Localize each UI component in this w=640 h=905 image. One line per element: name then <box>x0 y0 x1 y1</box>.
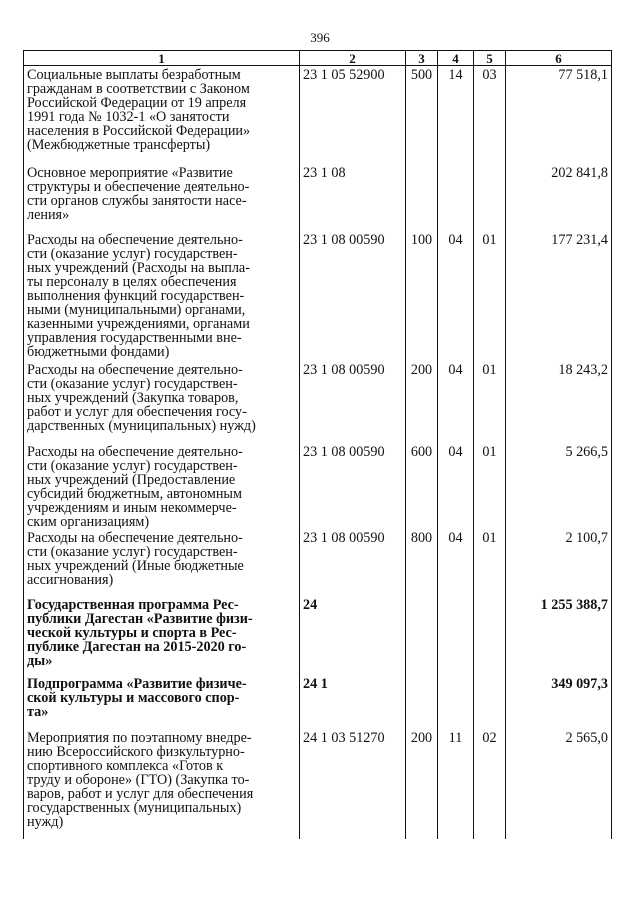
row-name-line: Государственная программа Рес- <box>27 596 239 613</box>
table-row <box>24 164 612 231</box>
row-section: 11 <box>438 729 474 839</box>
row-name <box>24 361 300 443</box>
row-name-line: сти (оказание услуг) государствен- <box>27 543 238 560</box>
row-name-line: бюджетными фондами) <box>27 343 170 360</box>
row-expense-type <box>406 164 438 231</box>
row-name-line: ты персоналу в целях обеспечения <box>27 273 237 290</box>
row-name-line: гражданам в соответствии с Законом <box>27 81 250 97</box>
row-code: 23 1 08 <box>300 164 406 231</box>
row-name-line: публике Дагестан на 2015-2020 го- <box>27 638 247 655</box>
row-expense-type <box>406 596 438 675</box>
row-name-line: сти (оказание услуг) государствен- <box>27 457 238 474</box>
row-name-line: Российской Федерации от 19 апреля <box>27 95 247 111</box>
row-amount: 77 518,1 <box>506 66 612 164</box>
row-section: 14 <box>438 66 474 164</box>
row-name <box>24 529 300 596</box>
row-name-line: ды» <box>27 652 53 669</box>
row-name-line: ской культуры и массового спор- <box>27 689 240 706</box>
row-expense-type: 200 <box>406 361 438 443</box>
table-row <box>24 675 612 729</box>
row-code: 23 1 08 00590 <box>300 443 406 529</box>
row-subsection <box>474 596 506 675</box>
row-code: 23 1 08 00590 <box>300 529 406 596</box>
budget-table <box>23 50 612 839</box>
row-name-line: Подпрограмма «Развитие физиче- <box>27 675 247 692</box>
row-subsection: 01 <box>474 231 506 361</box>
row-name-line: Мероприятия по поэтапному внедре- <box>27 729 252 746</box>
row-amount: 1 255 388,7 <box>506 596 612 675</box>
row-amount: 2 100,7 <box>506 529 612 596</box>
row-name-line: труду и обороне» (ГТО) (Закупка то- <box>27 771 250 788</box>
row-name-line: нию Всероссийского физкультурно- <box>27 743 245 760</box>
row-name-line: работ и услуг для обеспечения госу- <box>27 403 247 420</box>
row-subsection: 01 <box>474 443 506 529</box>
row-name-line: спортивного комплекса «Готов к <box>27 757 224 774</box>
row-name-line: Расходы на обеспечение деятельно- <box>27 529 243 546</box>
table-header-row <box>24 51 612 66</box>
row-code: 23 1 08 00590 <box>300 361 406 443</box>
row-expense-type <box>406 675 438 729</box>
row-code: 24 1 <box>300 675 406 729</box>
row-name-line: населения в Российской Федерации» <box>27 123 251 139</box>
row-name-line: Расходы на обеспечение деятельно- <box>27 443 243 460</box>
row-name-line: государственных (муниципальных) <box>27 799 242 816</box>
row-name-line: управления государственными вне- <box>27 329 242 346</box>
row-name-line: сти (оказание услуг) государствен- <box>27 245 238 262</box>
row-code: 24 1 03 51270 <box>300 729 406 839</box>
row-expense-type: 500 <box>406 66 438 164</box>
page-number: 396 <box>310 30 330 45</box>
row-name-line: субсидий бюджетным, автономным <box>27 485 242 502</box>
table-row <box>24 443 612 529</box>
table-row <box>24 529 612 596</box>
row-name-line: публики Дагестан «Развитие физи- <box>27 610 253 627</box>
row-code: 23 1 08 00590 <box>300 231 406 361</box>
row-name <box>24 675 300 729</box>
row-section: 04 <box>438 231 474 361</box>
row-code: 24 <box>300 596 406 675</box>
row-name-line: ными (муниципальными) органами, <box>27 301 246 318</box>
row-name <box>24 729 300 839</box>
table-row <box>24 729 612 839</box>
row-name-line: ассигнования) <box>27 571 114 588</box>
row-section: 04 <box>438 361 474 443</box>
column-header-amount: 6 <box>506 51 612 66</box>
row-subsection <box>474 164 506 231</box>
row-name <box>24 596 300 675</box>
row-name-line: структуры и обеспечение деятельно- <box>27 178 250 195</box>
row-section: 04 <box>438 443 474 529</box>
row-name-line: Основное мероприятие «Развитие <box>27 164 233 181</box>
row-name <box>24 231 300 361</box>
row-name-line: ским организациям) <box>27 513 150 530</box>
row-expense-type: 200 <box>406 729 438 839</box>
row-name <box>24 443 300 529</box>
row-code: 23 1 05 52900 <box>300 66 406 164</box>
column-header-code: 2 <box>300 51 406 66</box>
row-section <box>438 596 474 675</box>
row-amount: 5 266,5 <box>506 443 612 529</box>
row-expense-type: 100 <box>406 231 438 361</box>
row-name-line: ческой культуры и спорта в Рес- <box>27 624 237 641</box>
row-name-line: ления» <box>27 206 70 223</box>
table-body <box>24 66 612 839</box>
row-subsection <box>474 675 506 729</box>
row-name-line: сти органов службы занятости насе- <box>27 192 247 209</box>
table-row <box>24 596 612 675</box>
column-header-pr: 5 <box>474 51 506 66</box>
table-row <box>24 231 612 361</box>
row-name-line: ных учреждений (Закупка товаров, <box>27 389 239 406</box>
row-name-line: варов, работ и услуг для обеспечения <box>27 785 254 802</box>
row-subsection: 03 <box>474 66 506 164</box>
row-subsection: 01 <box>474 361 506 443</box>
row-amount: 18 243,2 <box>506 361 612 443</box>
row-name-line: Расходы на обеспечение деятельно- <box>27 361 243 378</box>
row-name-line: казенными учреждениями, органами <box>27 315 250 332</box>
row-amount: 2 565,0 <box>506 729 612 839</box>
column-header-rz: 4 <box>438 51 474 66</box>
row-name-line: (Межбюджетные трансферты) <box>27 137 211 153</box>
row-name-line: нужд) <box>27 813 64 830</box>
row-name-line: ных учреждений (Расходы на выпла- <box>27 259 250 276</box>
row-amount: 349 097,3 <box>506 675 612 729</box>
row-expense-type: 800 <box>406 529 438 596</box>
column-header-vr: 3 <box>406 51 438 66</box>
row-name-line: учреждениям и иным некоммерче- <box>27 499 237 516</box>
row-name-line: 1991 года № 1032-1 «О занятости <box>27 109 230 125</box>
row-section <box>438 164 474 231</box>
table-row <box>24 66 612 164</box>
row-expense-type: 600 <box>406 443 438 529</box>
row-name <box>24 164 300 231</box>
row-name-line: Расходы на обеспечение деятельно- <box>27 231 243 248</box>
row-amount: 177 231,4 <box>506 231 612 361</box>
row-name-line: сти (оказание услуг) государствен- <box>27 375 238 392</box>
row-subsection: 01 <box>474 529 506 596</box>
row-name-line: ных учреждений (Иные бюджетные <box>27 557 244 574</box>
row-amount: 202 841,8 <box>506 164 612 231</box>
row-subsection: 02 <box>474 729 506 839</box>
row-name-line: выполнения функций государствен- <box>27 287 245 304</box>
table-row <box>24 361 612 443</box>
row-section: 04 <box>438 529 474 596</box>
row-section <box>438 675 474 729</box>
row-name-line: Социальные выплаты безработным <box>27 67 241 83</box>
row-name-line: ных учреждений (Предоставление <box>27 471 236 488</box>
column-header-name: 1 <box>24 51 300 66</box>
row-name-line: дарственных (муниципальных) нужд) <box>27 417 256 434</box>
row-name-line: та» <box>27 703 49 720</box>
row-name <box>24 66 300 164</box>
